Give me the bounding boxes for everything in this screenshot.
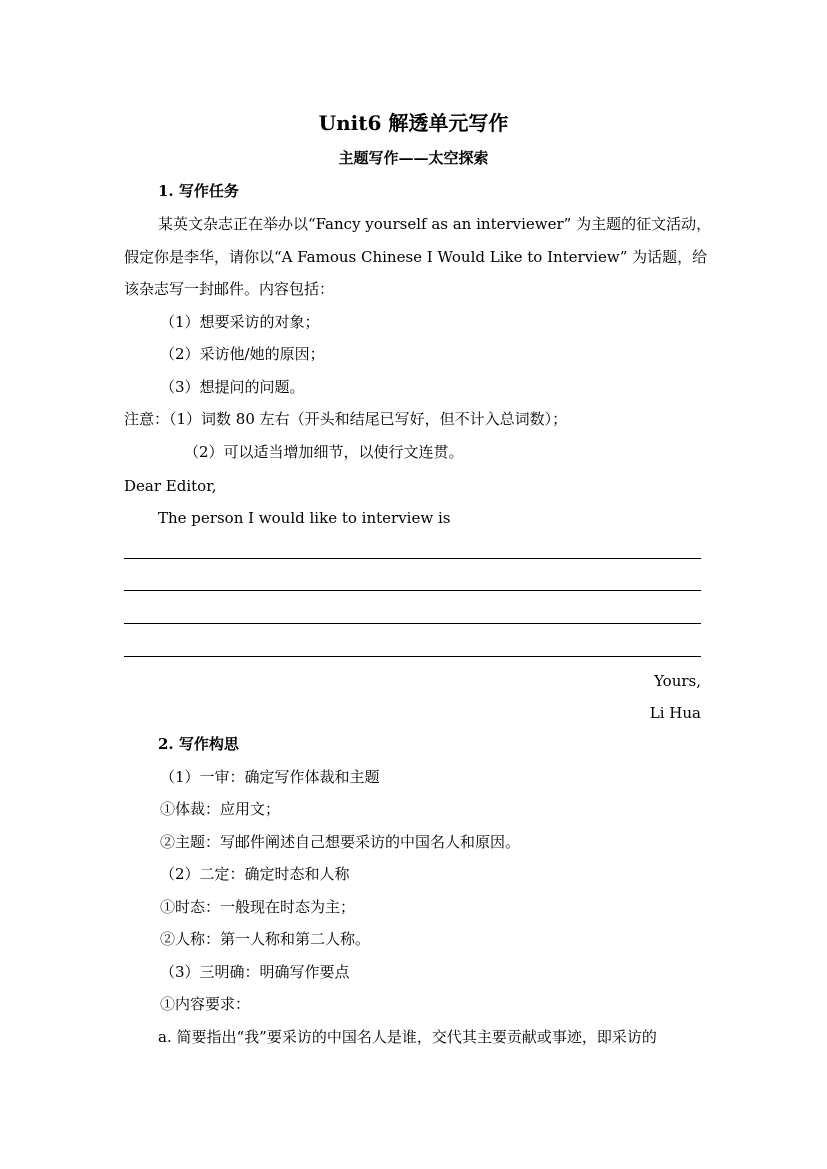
task-item: （1）想要采访的对象；	[160, 313, 320, 331]
note-line: 注意：（1）词数 80 左右（开头和结尾已写好，但不计入总词数）；	[124, 410, 568, 428]
plan-line: （2）二定：确定时态和人称	[160, 865, 350, 883]
answer-line	[124, 656, 701, 657]
plan-line: ①时态：一般现在时态为主；	[160, 898, 356, 916]
letter-signature: Li Hua	[649, 704, 701, 722]
answer-line	[124, 558, 701, 559]
answer-line	[124, 590, 701, 591]
task-item: （3）想提问的问题。	[160, 378, 305, 396]
task-paragraph-line: 某英文杂志正在举办以“Fancy yourself as an interviewer” 为主题的征文活动，	[158, 215, 712, 233]
plan-line: ①体裁：应用文；	[160, 800, 281, 818]
task-paragraph-line: 假定你是李华，请你以“A Famous Chinese I Would Like to Interview” 为话题，给	[124, 248, 708, 266]
letter-greeting: Dear Editor,	[124, 477, 217, 495]
page-title: Unit6 解透单元写作	[318, 111, 509, 135]
letter-opening: The person I would like to interview is	[158, 509, 451, 527]
plan-line: （1）一审：确定写作体裁和主题	[160, 768, 380, 786]
plan-line: ①内容要求：	[160, 995, 251, 1013]
task-item: （2）采访他/她的原因；	[160, 345, 325, 363]
section-heading-writing-task: 1. 写作任务	[158, 182, 239, 200]
plan-line: a. 简要指出“我”要采访的中国名人是谁，交代其主要贡献或事迹，即采访的	[158, 1028, 657, 1046]
answer-line	[124, 623, 701, 624]
task-paragraph-line: 该杂志写一封邮件。内容包括：	[124, 280, 335, 298]
note-line: （2）可以适当增加细节，以使行文连贯。	[184, 443, 464, 461]
plan-line: ②主题：写邮件阐述自己想要采访的中国名人和原因。	[160, 833, 521, 851]
letter-closing: Yours,	[654, 672, 701, 690]
plan-line: （3）三明确：明确写作要点	[160, 963, 350, 981]
page-subtitle: 主题写作——太空探索	[338, 149, 489, 167]
section-heading-writing-plan: 2. 写作构思	[158, 735, 239, 753]
plan-line: ②人称：第一人称和第二人称。	[160, 930, 371, 948]
